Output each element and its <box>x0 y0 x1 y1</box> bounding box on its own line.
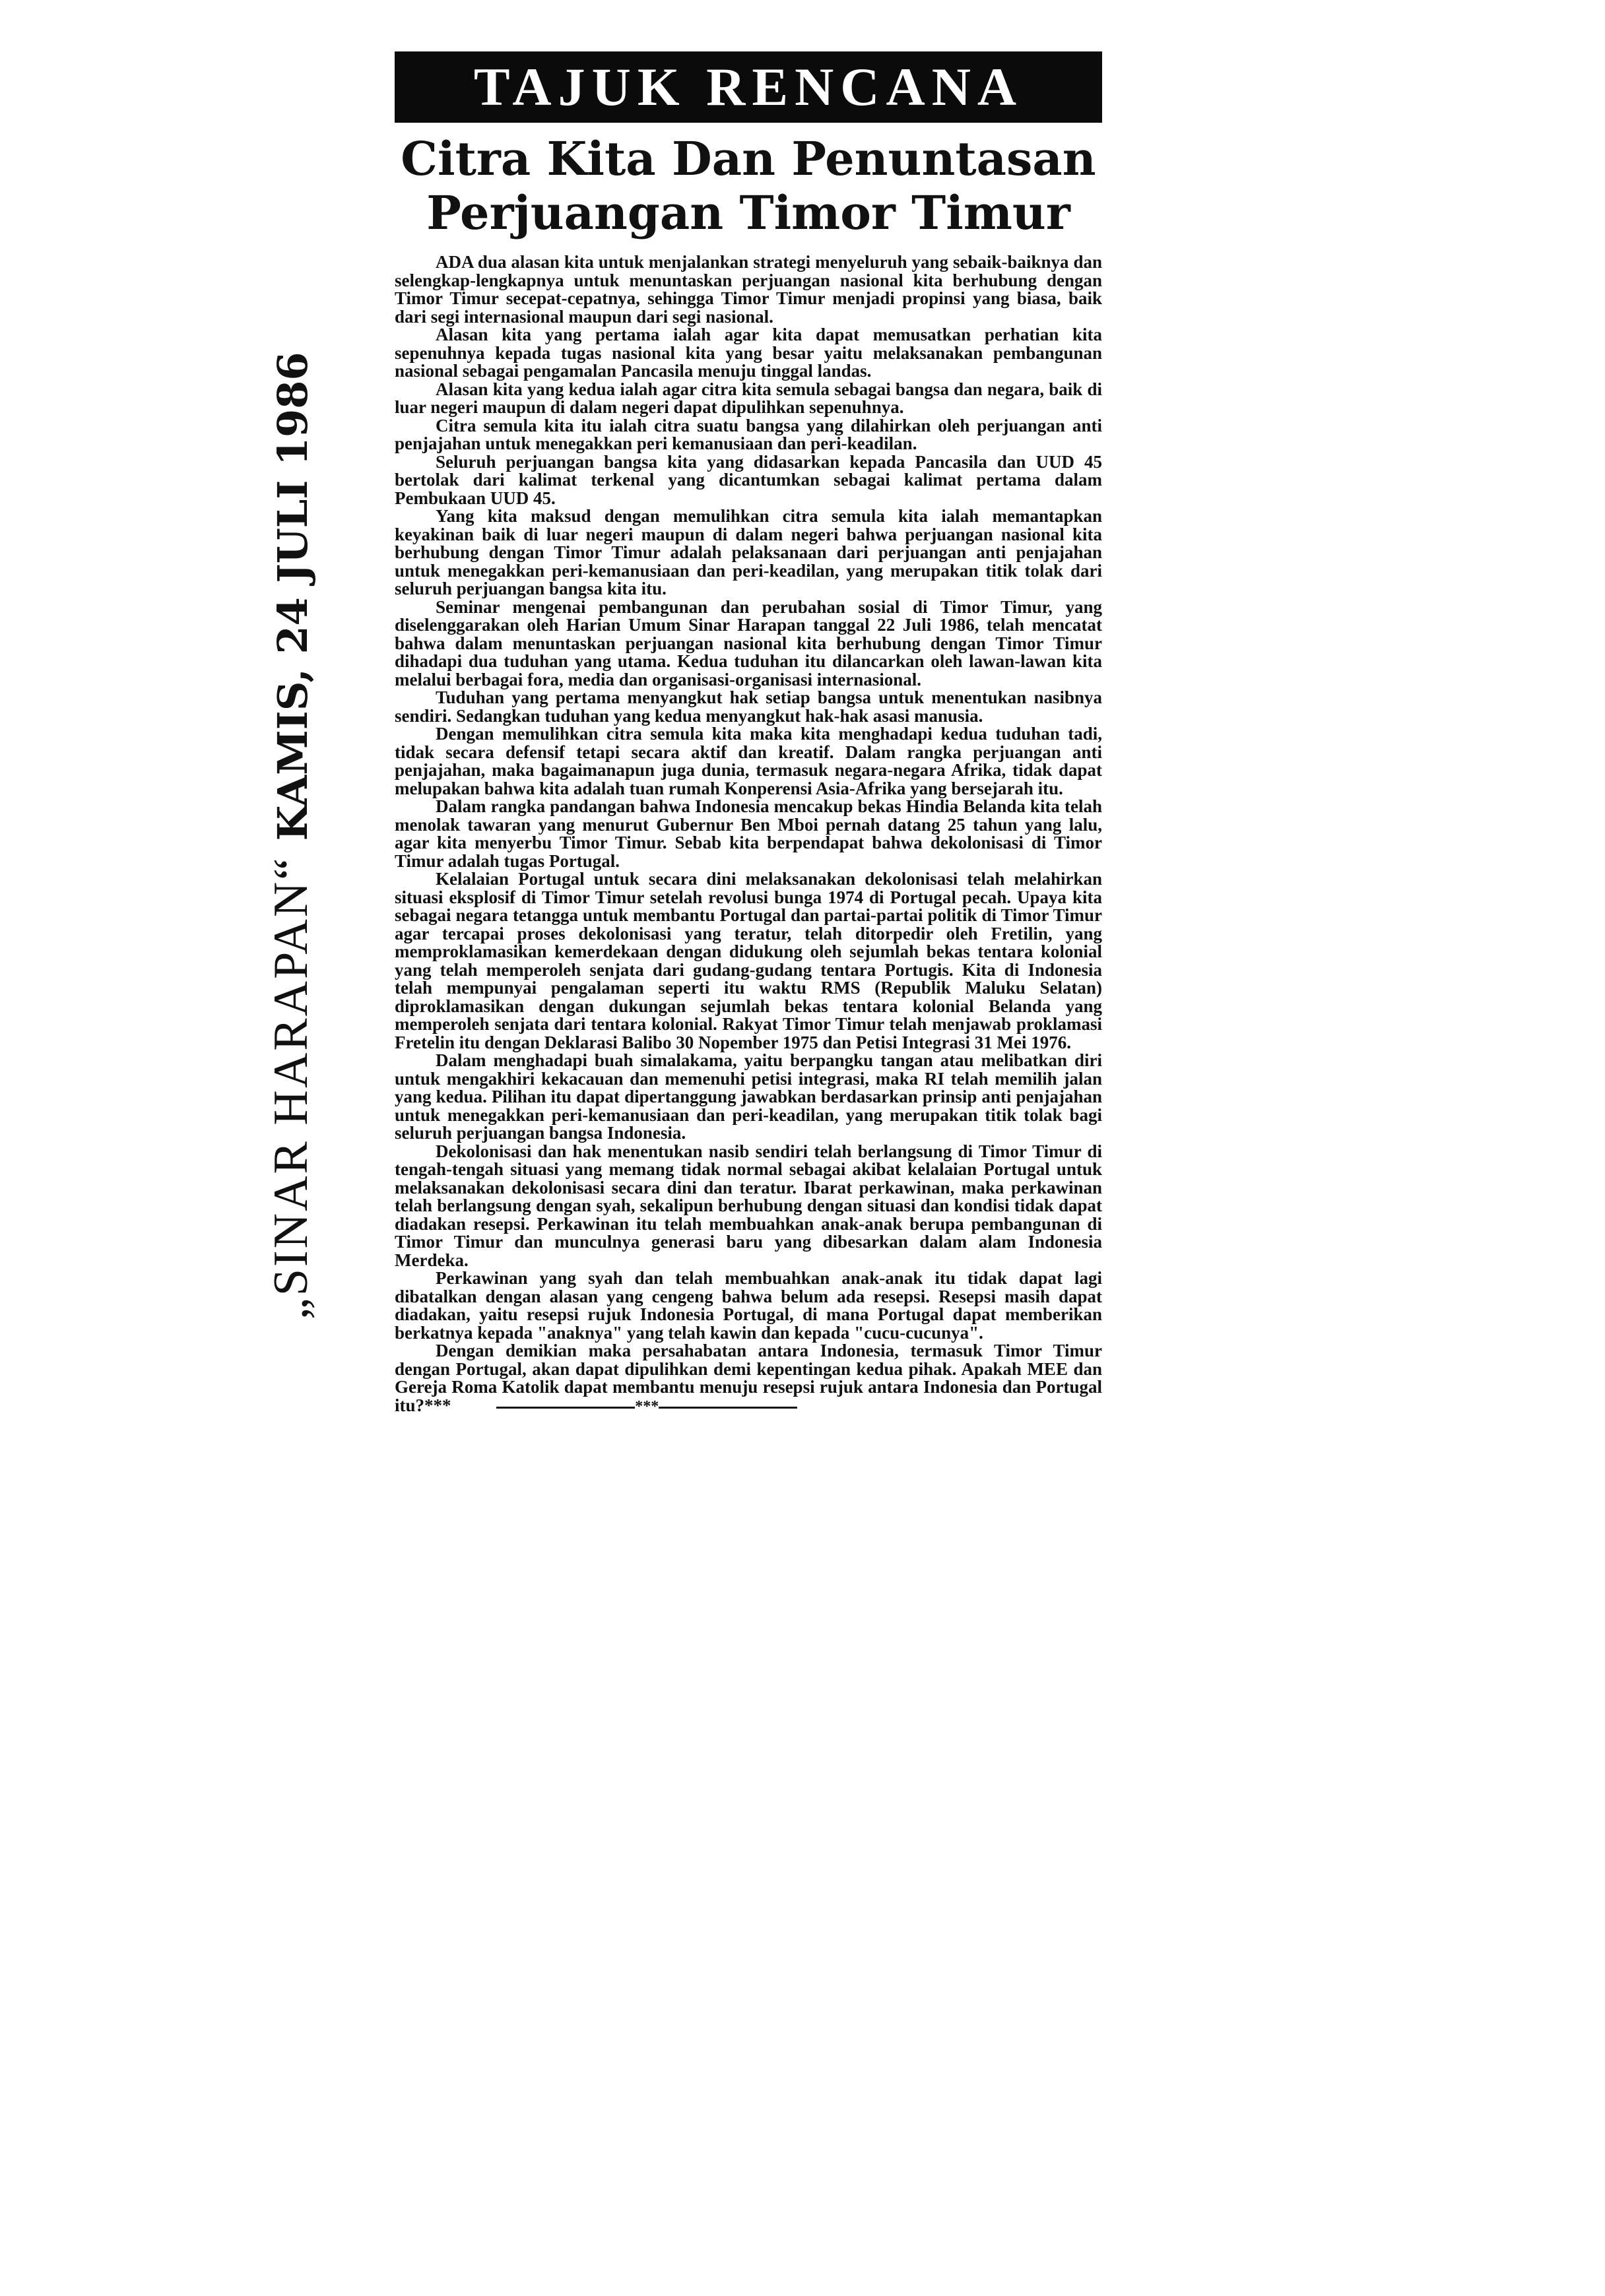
paragraph: Alasan kita yang kedua ialah agar citra kita semula sebagai bangsa dan negara, baik di luar negeri maupun di dalam negeri dapat dipulihkan sepenuhnya. <box>395 379 1102 417</box>
closing-text: Dengan demikian maka persahabatan antara Indonesia, termasuk Timor Timur dengan Portugal, akan dapat dipulihkan demi kepentingan kedua pihak. Apakah MEE dan Gereja Roma Katolik dapat membantu menuju resepsi rujuk antara Indonesia dan Portugal itu?*** <box>395 1341 1102 1415</box>
newspaper-name: „SINAR HARAPAN“ <box>264 856 318 1320</box>
paragraph: Tuduhan yang pertama menyangkut hak setiap bangsa untuk menentukan nasibnya sendiri. Sedangkan tuduhan yang kedua menyangkut hak-hak asasi manusia. <box>395 687 1102 726</box>
paragraph: Yang kita maksud dengan memulihkan citra semula kita ialah memantapkan keyakinan baik di luar negeri maupun di dalam negeri bahwa perjuangan nasional kita berhubung dengan Timor Timur adalah pelaksanaan dari perjuangan anti penjajahan untuk menegakkan peri-kemanusiaan dan peri-keadilan, yang merupakan titik tolak dari seluruh perjuangan bangsa kita itu. <box>395 506 1102 598</box>
paragraph: Alasan kita yang pertama ialah agar kita dapat memusatkan perhatian kita sepenuhnya kepada tugas nasional kita yang besar yaitu melaksanakan pembangunan nasional sebagai pengamalan Pancasila menuju tinggal landas. <box>395 325 1102 381</box>
paragraph: Dengan memulihkan citra semula kita maka kita menghadapi kedua tuduhan tadi, tidak secara defensif tetapi secara aktif dan kreatif. Dalam rangka perjuangan anti penjajahan, maka bagaimanapun juga dunia, termasuk negara-negara Afrika, tidak dapat melupakan bahwa kita adalah tuan rumah Konperensi Asia-Afrika yang bersejarah itu. <box>395 724 1102 798</box>
end-mark <box>455 1398 797 1417</box>
paragraph: Perkawinan yang syah dan telah membuahkan anak-anak itu tidak dapat lagi dibatalkan dengan alasan yang cengeng bahwa belum ada resepsi. Resepsi masih dapat diadakan, yaitu resepsi rujuk Indonesia Portugal, di mana Portugal dapat memberikan berkatnya kepada "anaknya" yang telah kawin dan kepada "cucu-cucunya". <box>395 1268 1102 1343</box>
paragraph: Kelalaian Portugal untuk secara dini melaksanakan dekolonisasi telah melahirkan situasi eksplosif di Timor Timur setelah revolusi bunga 1974 di Portugal pecah. Upaya kita sebagai negara tetangga untuk membantu Portugal dan partai-partai politik di Timor Timur agar tercapai proses dekolonisasi yang teratur, telah ditorpedir oleh Fretilin, yang memproklamasikan kemerdekaan dengan didukung oleh sejumlah bekas tentara kolonial yang telah memperoleh senjata dari gudang-gudang tentara Portugis. Kita di Indonesia telah mempunyai pengalaman seperti itu waktu RMS (Republik Maluku Selatan) diproklamasikan dengan dukungan sejumlah bekas tentara kolonial Belanda yang memperoleh senjata dari tentara kolonial. Rakyat Timor Timur telah menjawab proklamasi Fretelin itu dengan Deklarasi Balibo 30 Nopember 1975 dan Petisi Integrasi 31 Mei 1976. <box>395 869 1102 1052</box>
end-rule-left <box>496 1407 635 1409</box>
rubric-banner: TAJUK RENCANA <box>395 51 1102 123</box>
headline <box>395 132 1102 240</box>
end-mark-symbol: *** <box>635 1397 659 1415</box>
paragraph: ADA dua alasan kita untuk menjalankan strategi menyeluruh yang sebaik-baiknya dan selengkap-lengkapnya untuk menuntaskan perjuangan nasional kita berhubung dengan Timor Timur secepat-cepatnya, sehingga Timor Timur menjadi propinsi yang biasa, baik dari segi internasional maupun dari segi nasional. <box>395 252 1102 327</box>
end-rule-right <box>659 1407 797 1409</box>
paragraph: Dalam rangka pandangan bahwa Indonesia mencakup bekas Hindia Belanda kita telah menolak tawaran yang menurut Gubernur Ben Mboi pernah datang 25 tahun yang lalu, agar kita menyerbu Timor Timur. Sebab kita berpendapat bahwa dekolonisasi di Timor Timur adalah tugas Portugal. <box>395 796 1102 871</box>
paragraph: Dalam menghadapi buah simalakama, yaitu berpangku tangan atau melibatkan diri untuk mengakhiri kekacauan dan memenuhi petisi integrasi, maka RI telah memilih jalan yang kedua. Pilihan itu dapat dipertanggung jawabkan berdasarkan prinsip anti penjajahan untuk menegakkan peri-kemanusiaan dan peri-keadilan, yang merupakan titik tolak bagi seluruh perjuangan bangsa Indonesia. <box>395 1050 1102 1143</box>
side-caption <box>261 352 320 1320</box>
article-body <box>395 253 1102 1416</box>
paragraph: Dekolonisasi dan hak menentukan nasib sendiri telah berlangsung di Timor Timur di tengah-tengah situasi yang memang tidak normal sebagai akibat kelalaian Portugal untuk melaksanakan dekolonisasi secara dini dan teratur. Ibarat perkawinan, maka perkawinan telah berlangsung dengan syah, sekalipun berhubung dengan situasi dan kondisi tidak dapat diadakan resepsi. Perkawinan itu telah membuahkan anak-anak berupa pembangunan di Timor Timur dan munculnya generasi baru yang dibesarkan dalam alam Indonesia Merdeka. <box>395 1141 1102 1270</box>
paragraph: Citra semula kita itu ialah citra suatu bangsa yang dilahirkan oleh perjuangan anti penjajahan untuk menegakkan peri kemanusiaan dan peri-keadilan. <box>395 415 1102 453</box>
paragraph: Seluruh perjuangan bangsa kita yang didasarkan kepada Pancasila dan UUD 45 bertolak dari kalimat terkenal yang dicantumkan sebagai kalimat pertama dalam Pembukaan UUD 45. <box>395 451 1102 508</box>
paragraph: Seminar mengenai pembangunan dan perubahan sosial di Timor Timur, yang diselenggarakan oleh Harian Umum Sinar Harapan tanggal 22 Juli 1986, telah mencatat bahwa dalam menuntaskan perjuangan nasional kita berhubung dengan Timor Timur dihadapi dua tuduhan yang utama. Kedua tuduhan itu dilancarkan oleh lawan-lawan kita melalui berbagai fora, media dan organisasi-organisasi internasional. <box>395 596 1102 689</box>
headline-line-1: Citra Kita Dan Penuntasan <box>401 131 1096 186</box>
editorial-article <box>395 51 1102 1416</box>
headline-line-2: Perjuangan Timor Timur <box>426 185 1070 240</box>
closing-paragraph <box>395 1342 1102 1416</box>
edition-date: KAMIS, 24 JULI 1986 <box>269 352 317 841</box>
